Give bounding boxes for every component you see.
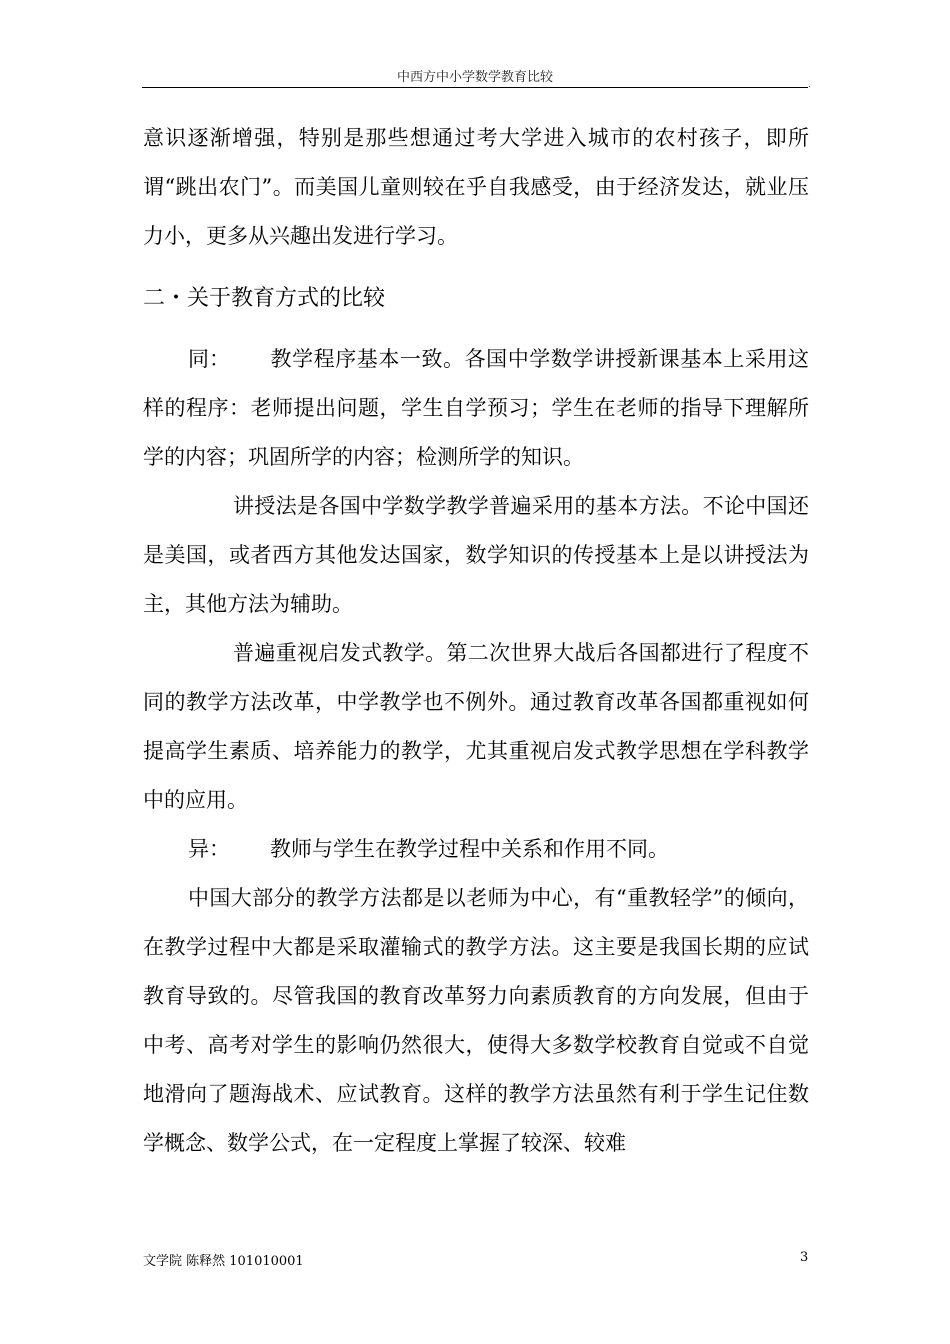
paragraph-heuristic: 普遍重视启发式教学。第二次世界大战后各国都进行了程度不同的教学方法改革，中学教学也不例外。通过教育改革各国都重视如何提高学生素质、培养能力的教学，尤其重视启发式教学思想在学科教学中的应用。 bbox=[143, 641, 809, 812]
paragraph-china: 中国大部分的教学方法都是以老师为中心，有“重教轻学”的倾向，在教学过程中大都是采取灌输式的教学方法。这主要是我国长期的应试教育导致的。尽管我国的教育改革努力向素质教育的方向发展，但由于中考、高考对学生的影响仍然很大，使得大多数学校教育自觉或不自觉地滑向了题海战术、应试教育。这样的教学方法虽然有利于学生记住数学概念、数学公式，在一定程度上掌握了较深、较难 bbox=[143, 886, 809, 1155]
same-label: 同： bbox=[188, 347, 230, 371]
section-heading: 二・关于教育方式的比较 bbox=[143, 286, 386, 311]
page-number: 3 bbox=[800, 1250, 809, 1265]
page-body bbox=[143, 114, 809, 1168]
running-header: 中西方中小学数学教育比较 bbox=[396, 70, 553, 85]
same-text: 教学程序基本一致。各国中学数学讲授新课基本上采用这样的程序：老师提出问题，学生自学预习；学生在老师的指导下理解所学的内容；巩固所学的内容；检测所学的知识。 bbox=[143, 347, 809, 469]
paragraph-same bbox=[143, 335, 809, 482]
header-mark: . bbox=[808, 80, 811, 90]
paragraph-different bbox=[143, 825, 809, 874]
diff-label: 异： bbox=[188, 837, 230, 861]
header-divider bbox=[142, 87, 808, 88]
diff-text: 教师与学生在教学过程中关系和作用不同。 bbox=[270, 837, 669, 861]
footer-author: 文学院 陈释然 101010001 bbox=[143, 1254, 304, 1269]
paragraph-continuation: 意识逐渐增强，特别是那些想通过考大学进入城市的农村孩子，即所谓“跳出农门”。而美国儿童则较在乎自我感受，由于经济发达，就业压力小，更多从兴趣出发进行学习。 bbox=[143, 126, 809, 248]
paragraph-lecture-method: 讲授法是各国中学数学教学普遍采用的基本方法。不论中国还是美国，或者西方其他发达国家，数学知识的传授基本上是以讲授法为主，其他方法为辅助。 bbox=[143, 494, 809, 616]
